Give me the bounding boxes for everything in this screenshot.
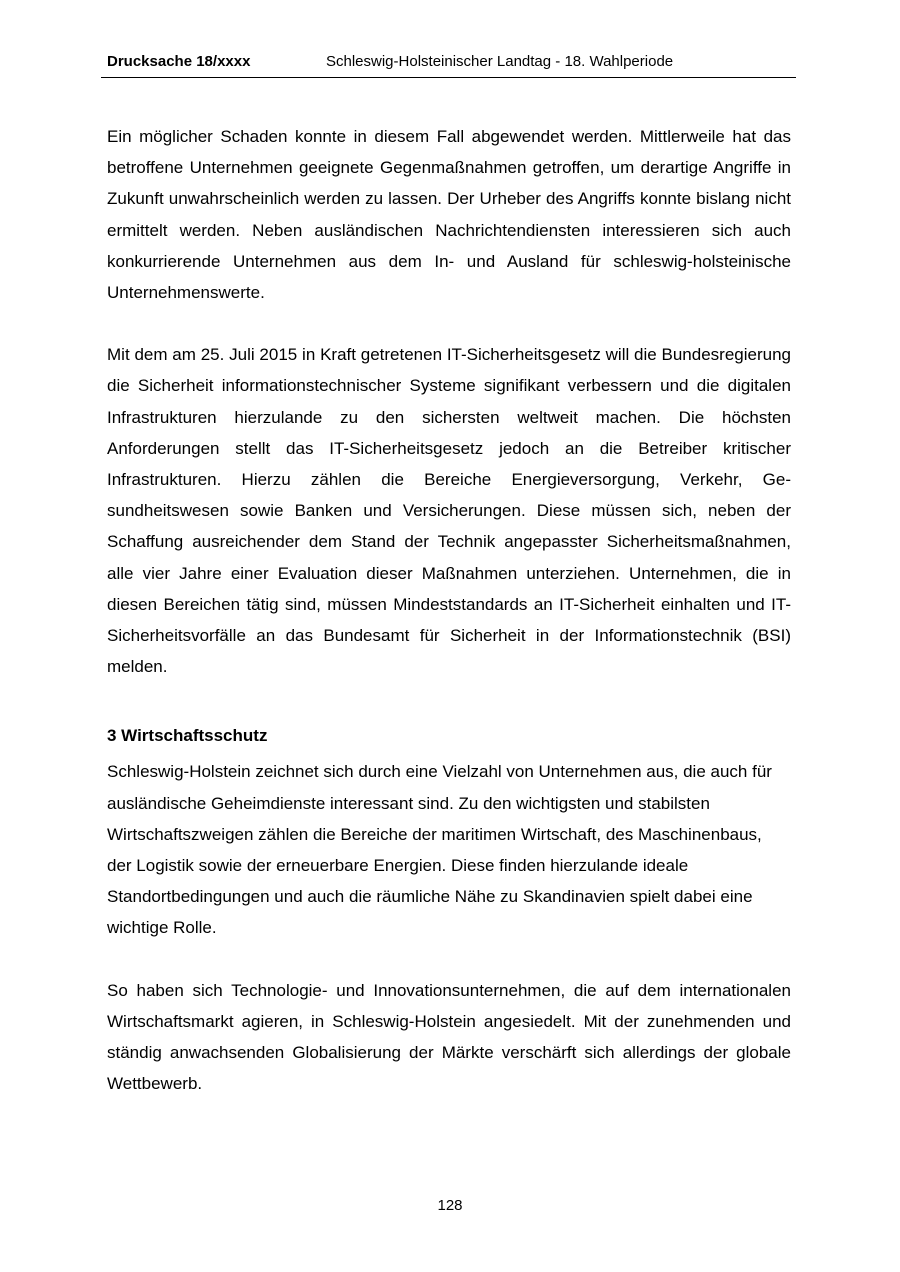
document-number: Drucksache 18/xxxx (107, 53, 251, 70)
parliament-title: Schleswig-Holsteinischer Landtag - 18. Wahlperiode (326, 53, 674, 70)
paragraph-it-security-law: Mit dem am 25. Juli 2015 in Kraft getretenen IT-Sicherheitsgesetz will die Bundesregierung die Sicherheit informationstechnischer Systeme signifikant verbessern und die digitalen Infrastrukturen hierzulande zu den sichersten weltweit machen. Die höchsten Anforderungen stellt das IT-Sicherheitsgesetz jedoch an die Betreiber kritischer Infrastrukturen. Hierzu zählen die Bereiche Energieversorgung, Verkehr, Gesundheitswesen sowie Banken und Versicherungen. Diese müssen sich, neben der Schaffung ausreichender dem Stand der Technik angepasster Sicherheitsmaßnahmen, alle vier Jahre einer Evaluation dieser Maßnahmen unterziehen. Unternehmen, die in diesen Bereichen tätig sind, müssen Mindeststandards an IT-Sicherheit einhalten und IT-Sicherheitsvorfälle an das Bundesamt für Sicherheit in der Informationstechnik (BSI) melden. (107, 345, 791, 677)
paragraph-economy-sectors: Schleswig-Holstein zeichnet sich durch eine Vielzahl von Unternehmen aus, die auch für ausländische Geheimdienste interessant sind. Zu den wichtigsten und stabilsten Wirtschaftszweigen zählen die Bereiche der maritimen Wirtschaft, des Maschinenbaus, der Logistik sowie der erneuerbare Energien. Diese finden hierzulande ideale Standortbedingungen und auch die räumliche Nähe zu Skandinavien spielt dabei eine wichtige Rolle. (107, 762, 772, 938)
page-number: 128 (437, 1197, 463, 1214)
paragraph-globalisation: So haben sich Technologie- und Innovationsunternehmen, die auf dem internationalen Wirtschaftsmarkt agieren, in Schleswig-Holstein angesiedelt. Mit der zunehmenden und ständig anwachsenden Globalisierung der Märkte verschärft sich allerdings der globale Wettbewerb. (107, 980, 791, 1094)
section-heading: 3 Wirtschaftsschutz (107, 726, 268, 746)
page-header (101, 50, 796, 78)
paragraph-damage-averted: Ein möglicher Schaden konnte in diesem Fall abgewendet werden. Mittlerweile hat das betroffene Unternehmen geeignete Gegenmaßnahmen getroffen, um derartige Angriffe in Zukunft unwahrscheinlich werden zu lassen. Der Urheber des Angriffs konnte bislang nicht ermittelt werden. Neben ausländischen Nachrichtendiensten interessieren sich auch konkurrierende Unternehmen aus dem In- und Ausland für schleswig-holsteinische Unternehmenswerte. (107, 127, 791, 303)
page-body (107, 121, 791, 1099)
